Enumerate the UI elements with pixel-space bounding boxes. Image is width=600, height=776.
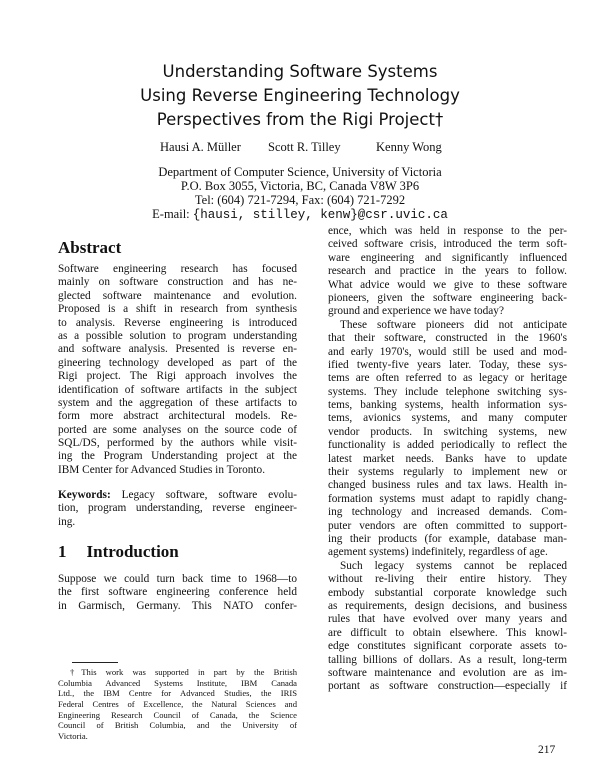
text-line: Ltd., the IBM Centre for Advanced Studies, the IRIS: [58, 688, 297, 699]
text-line: in Garmisch, Germany. This NATO confer-: [58, 599, 297, 612]
text-line: as requirements, design decisions, and business: [328, 599, 567, 612]
text-line: Such legacy systems cannot be replaced: [340, 559, 567, 572]
text-line: ing the Program Understanding project at the: [58, 450, 297, 463]
text-line: the first software engineering conference held: [58, 586, 297, 599]
author-wong: Kenny Wong: [376, 140, 442, 154]
text-line: changed business rules and tax laws. Health in-: [328, 479, 567, 492]
affiliation-email-line: [0, 207, 600, 221]
text-line: glected software maintenance and evolution.: [58, 289, 297, 302]
keywords-label: Keywords:: [58, 489, 111, 501]
text-line: What advice would we give to these software: [328, 278, 567, 291]
keywords-line: ing.: [58, 515, 76, 528]
text-line: Software engineering research has focused: [58, 263, 297, 275]
text-line: tems, banking systems, health information sys-: [328, 399, 567, 412]
text-line: mainly on software construction and has ne-: [58, 276, 297, 289]
text-line: ceived software crisis, introduced the term soft-: [328, 238, 567, 251]
text-line: ing technology and increased demands. Com-: [328, 506, 567, 519]
text-line: Rigi project. The Rigi approach involves the: [58, 370, 297, 383]
text-line: tems are often referred to as legacy or heritage: [328, 372, 567, 385]
text-line: ing their products (for example, database man-: [328, 532, 567, 545]
text-line: form more abstract architectural models. Re-: [58, 410, 297, 423]
text-line: latest market needs. Banks have to update: [328, 452, 567, 465]
text-line: portant as software construction—especially if: [328, 680, 567, 693]
title-line-1: Understanding Software Systems: [162, 62, 438, 81]
text-line: Council of British Columbia, and the University of: [58, 720, 297, 731]
text-line: are difficult to obtain elsewhere. This knowl-: [328, 626, 567, 639]
text-line: Columbia Advanced Systems Institute, IBM Canada: [58, 677, 297, 688]
section-heading-introduction: [58, 542, 179, 562]
author-tilley: Scott R. Tilley: [268, 140, 341, 154]
text-line: tems, avionics systems, and many computer: [328, 412, 567, 425]
email-label: E-mail:: [152, 207, 193, 221]
text-line: ence, which was held in response to the per-: [328, 225, 567, 237]
text-line: Engineering Research Council of Canada, the Science: [58, 709, 297, 720]
author-muller: Hausi A. Müller: [160, 140, 241, 154]
text-line: that their software, constructed in the 1960's: [328, 332, 567, 345]
keywords: [58, 489, 297, 529]
intro-left-body: [58, 573, 297, 613]
footnote: [58, 667, 297, 742]
text-line: ware engineering and significantly influenced: [328, 251, 567, 264]
keywords-line: Legacy software, software evolu-: [110, 489, 297, 501]
text-line: system and the aggregation of these artifacts to: [58, 396, 297, 409]
text-line: pioneers, given the software engineering back-: [328, 291, 567, 304]
text-line: These software pioneers did not anticipate: [340, 318, 567, 331]
text-line: †This work was supported in part by the British: [70, 667, 297, 677]
text-line: IBM Center for Advanced Studies in Toronto.: [58, 463, 266, 476]
text-line: to analysis. Reverse engineering is introduced: [58, 316, 297, 329]
text-line: and software analysis. Presented is reverse en-: [58, 343, 297, 356]
title-line-3: Perspectives from the Rigi Project†: [156, 110, 444, 129]
keywords-line: tion, program understanding, reverse engineer-: [58, 502, 297, 515]
abstract-body: [58, 263, 297, 477]
text-line: without re-living their entire history. They: [328, 573, 567, 586]
text-line: Federal Centres of Excellence, the Natural Sciences and: [58, 699, 297, 710]
text-line: vendor products. In switching systems, new: [328, 425, 567, 438]
affiliation-dept: Department of Computer Science, University of Victoria: [158, 165, 442, 179]
text-line: ported are some analyses on the source code of: [58, 423, 297, 436]
intro-right-body: [328, 225, 567, 694]
abstract-heading: Abstract: [58, 238, 122, 257]
text-line: puter vendors are often committed to support-: [328, 519, 567, 532]
email-address: {hausi, stilley, kenw}@csr.uvic.ca: [192, 208, 448, 222]
title-line-2: Using Reverse Engineering Technology: [140, 86, 460, 105]
text-line: gineering technology developed as part of the: [58, 356, 297, 369]
text-line: talling billions of dollars. As a result, long-term: [328, 653, 567, 666]
text-line: edge constitutes significant corporate assets to-: [328, 640, 567, 653]
text-line: embody substantial corporate knowledge such: [328, 586, 567, 599]
section-number: 1: [58, 542, 67, 561]
text-line: ground and experience we have today?: [328, 305, 504, 318]
text-line: Victoria.: [58, 731, 88, 742]
page-number: 217: [538, 744, 556, 756]
text-line: SQL/DS, performed by the authors while visit-: [58, 437, 297, 450]
affiliation-phone: Tel: (604) 721-7294, Fax: (604) 721-7292: [194, 193, 406, 207]
text-line: Proposed is a shift in research from synthesis: [58, 303, 297, 316]
text-line: their systems regularly to implement new or: [328, 466, 567, 479]
text-line: Suppose we could turn back time to 1968—to: [58, 573, 297, 585]
text-line: as a possible solution to program understanding: [58, 329, 297, 342]
footnote-rule: [72, 662, 118, 663]
text-line: research and practice in the years to follow.: [328, 265, 567, 278]
text-line: and early 1970's, would still be used and mod-: [328, 345, 567, 358]
text-line: rules that have evolved over many years and: [328, 613, 567, 626]
text-line: software maintenance and evolution are as im-: [328, 666, 567, 679]
text-line: formation systems must adapt to rapidly chang-: [328, 492, 567, 505]
section-title: Introduction: [86, 542, 179, 561]
affiliation-address: P.O. Box 3055, Victoria, BC, Canada V8W 3P6: [180, 179, 420, 193]
text-line: systems. They include telephone switching sys-: [328, 385, 567, 398]
text-line: ified twenty-five years later. Today, these sys-: [328, 358, 567, 371]
text-line: agement systems) indefinitely, regardless of age.: [328, 546, 548, 559]
text-line: functionality is added periodically to reflect the: [328, 439, 567, 452]
text-line: identification of software artifacts in the subject: [58, 383, 297, 396]
